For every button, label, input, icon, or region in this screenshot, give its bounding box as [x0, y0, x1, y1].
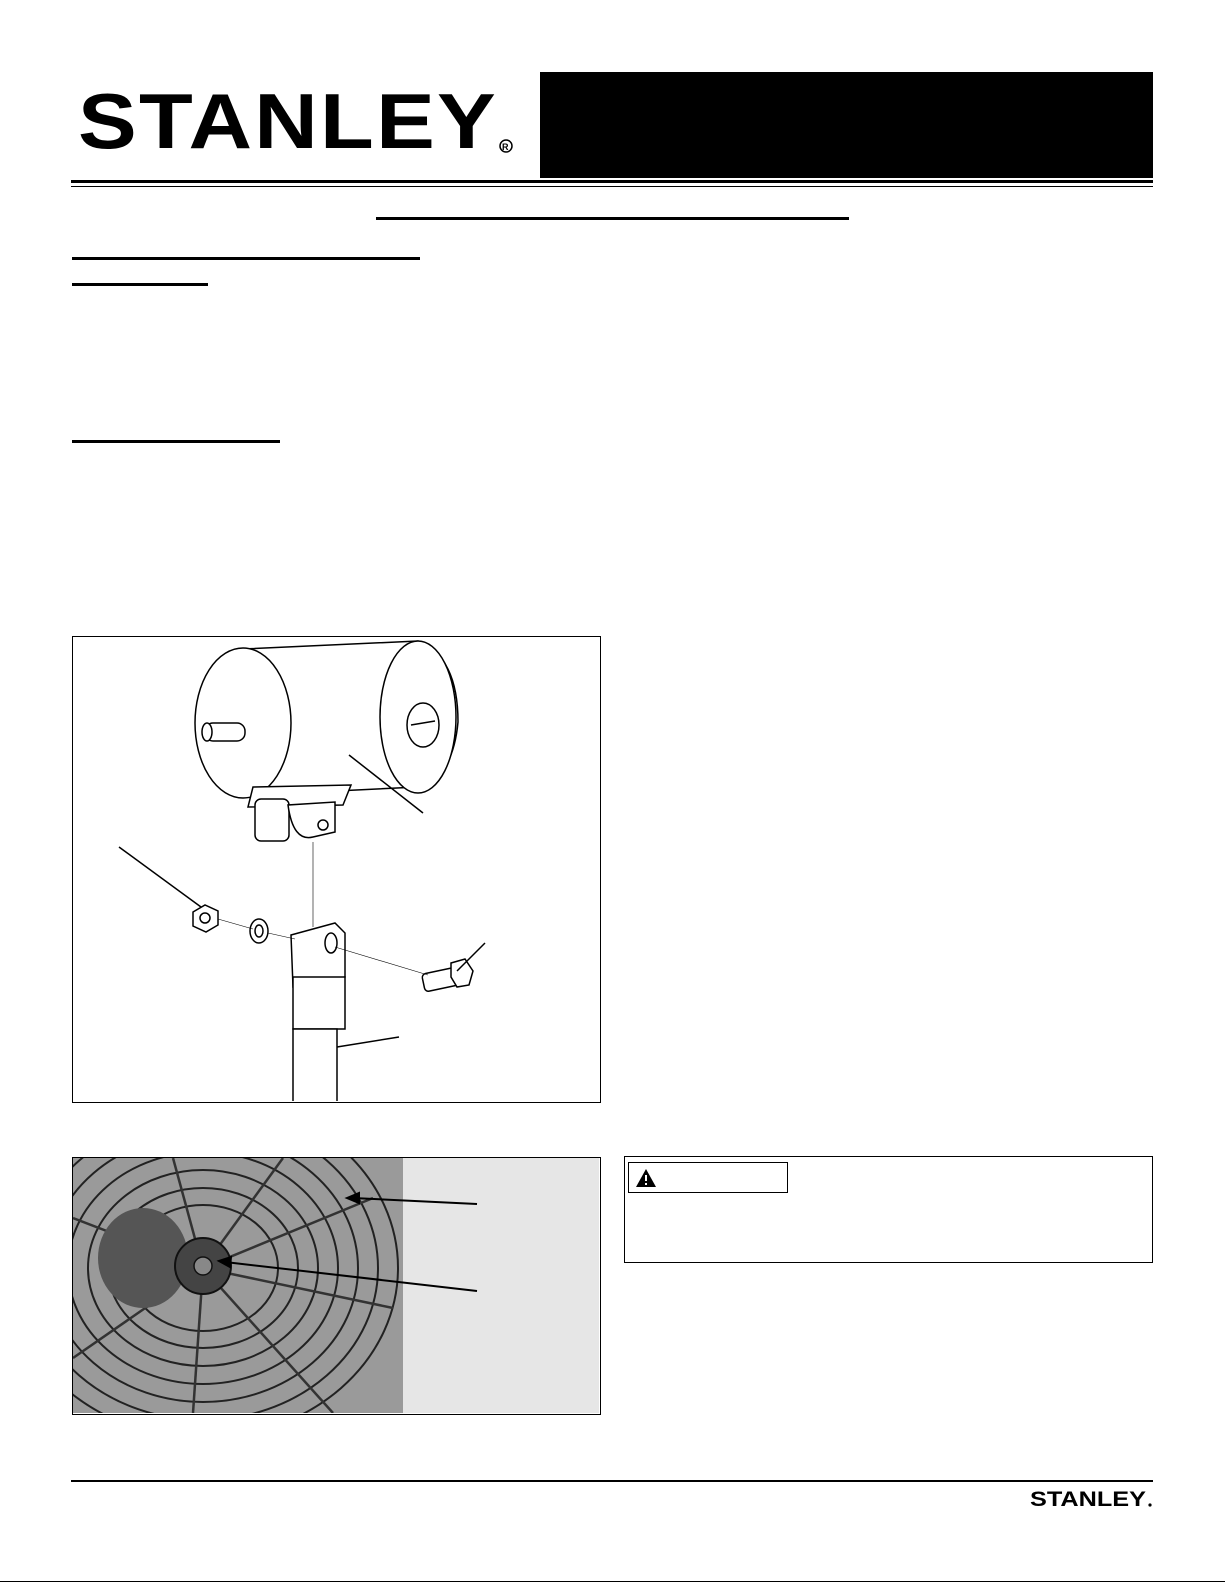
section-heading-underline	[72, 257, 420, 260]
footer-stanley-logo	[1030, 1487, 1154, 1509]
svg-text:STANLEY: STANLEY	[78, 82, 498, 162]
subsection-heading-underline-2	[72, 440, 280, 443]
title-underline	[376, 217, 849, 220]
header-rule-thin	[71, 186, 1153, 187]
motor-assembly-drawing	[73, 637, 599, 1101]
svg-text:STANLEY: STANLEY	[1030, 1488, 1146, 1509]
warning-label-tag	[628, 1162, 788, 1193]
subsection-heading-underline	[72, 283, 208, 286]
stanley-logo	[78, 82, 518, 162]
footer-rule	[71, 1480, 1153, 1482]
svg-text:R: R	[502, 142, 509, 152]
header-rule	[71, 180, 1153, 183]
fan-guard-photo	[72, 1157, 601, 1415]
warning-triangle-icon	[635, 1168, 657, 1188]
fan-guard-drawing	[73, 1158, 599, 1413]
header-title-bar	[540, 72, 1153, 178]
page-edge-rule	[0, 1581, 1225, 1582]
motor-assembly-figure	[72, 636, 601, 1103]
